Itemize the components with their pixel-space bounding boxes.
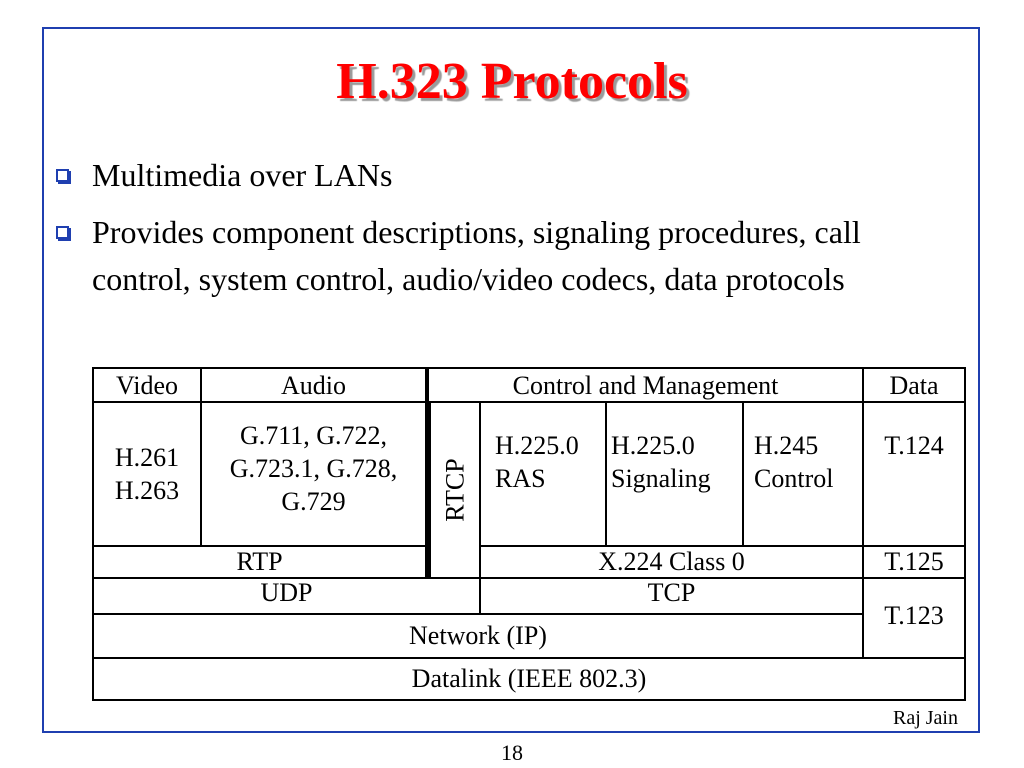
h225-ras-desc: RAS [495, 464, 546, 493]
h225-signaling-desc: Signaling [611, 464, 711, 493]
audio-codec-line: G.723.1, G.728, [229, 454, 398, 483]
udp-layer: UDP [92, 577, 481, 615]
h225-signaling [605, 401, 744, 547]
header-video: Video [92, 367, 202, 403]
t124: T.124 [862, 401, 966, 547]
h225-signaling-name: H.225.0 [611, 431, 695, 460]
header-control-management: Control and Management [427, 367, 864, 403]
video-codec-h263: H.263 [114, 476, 180, 505]
h245-control [742, 401, 864, 547]
author-credit: Raj Jain [893, 707, 958, 729]
audio-codec-line: G.711, G.722, [239, 421, 388, 450]
t123-layer: T.123 [862, 577, 966, 659]
rtcp-column [427, 401, 481, 579]
h225-ras-name: H.225.0 [495, 431, 579, 460]
tcp-layer: TCP [479, 577, 864, 615]
header-audio: Audio [200, 367, 429, 403]
t125-layer: T.125 [862, 545, 966, 579]
audio-codecs [200, 401, 429, 547]
datalink-layer: Datalink (IEEE 802.3) [92, 657, 966, 701]
network-layer: Network (IP) [92, 613, 864, 659]
rtp-layer: RTP [92, 545, 429, 579]
bullet-text: Provides component descriptions, signaling procedures, call control, system control, audio/video codecs, data protocols [92, 214, 861, 297]
h225-ras [479, 401, 607, 547]
slide-title: H.323 Protocols [336, 53, 688, 110]
rtcp-label: RTCP [440, 458, 470, 522]
h245-name: H.245 [754, 431, 819, 460]
h245-desc: Control [754, 464, 834, 493]
x224-layer: X.224 Class 0 [479, 545, 864, 579]
video-codecs [92, 401, 202, 547]
header-data: Data [862, 367, 966, 403]
bullet-text: Multimedia over LANs [92, 157, 393, 193]
video-codec-h261: H.261 [114, 443, 180, 472]
page-number: 18 [501, 740, 523, 765]
audio-codec-line: G.729 [281, 487, 346, 516]
